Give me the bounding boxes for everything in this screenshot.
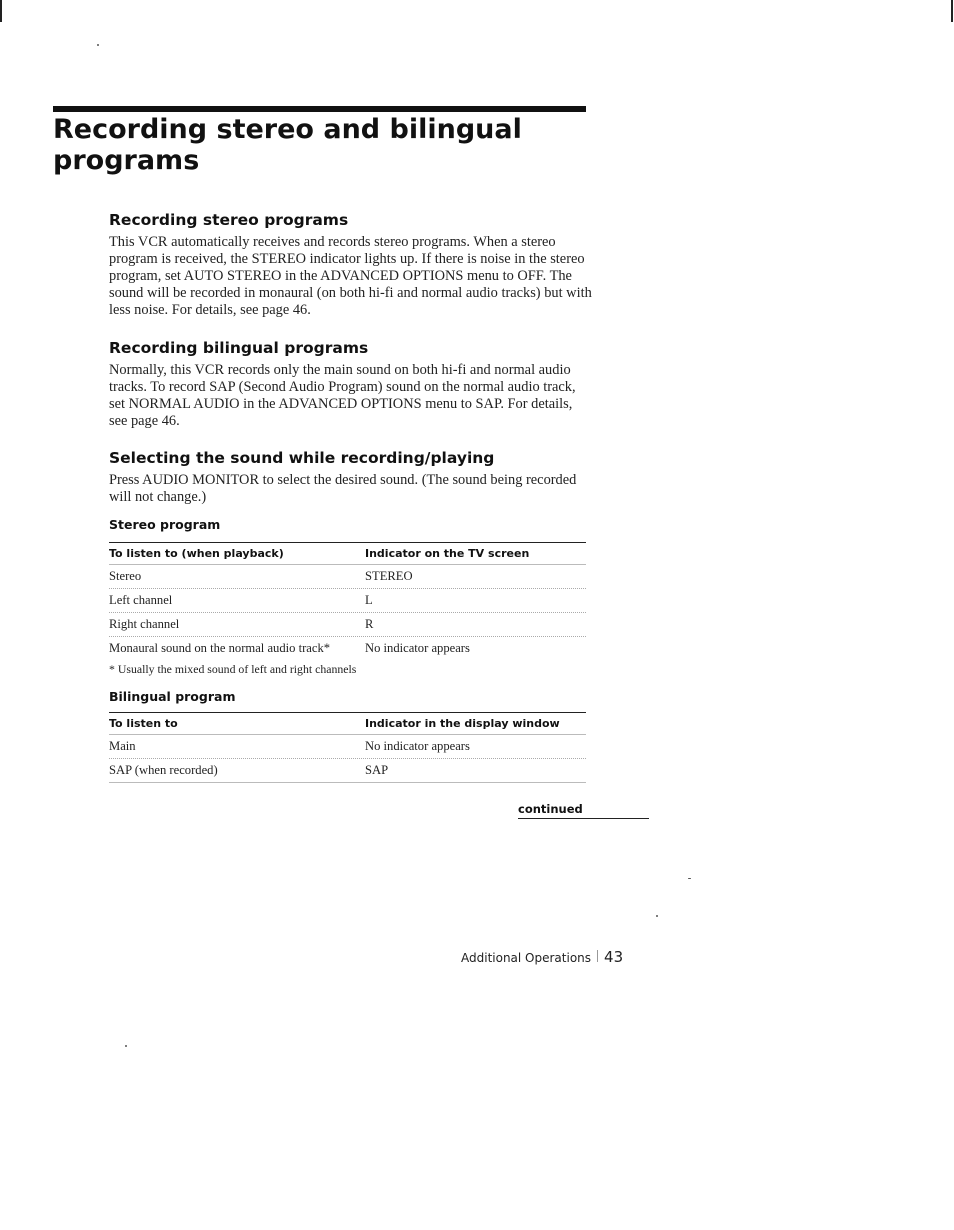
table-cell: Right channel bbox=[109, 617, 180, 631]
table-row bbox=[109, 735, 586, 759]
table-cell: No indicator appears bbox=[365, 739, 470, 753]
column-header: Indicator on the TV screen bbox=[365, 547, 530, 560]
stereo-table-caption: Stereo program bbox=[109, 517, 221, 532]
column-header: To listen to (when playback) bbox=[109, 547, 284, 560]
scan-edge-mark-right bbox=[951, 0, 953, 22]
table-header bbox=[109, 542, 586, 565]
page-title: Recording stereo and bilingual programs bbox=[53, 114, 522, 176]
table-cell: Left channel bbox=[109, 593, 173, 607]
footer-separator bbox=[597, 950, 598, 962]
section-selecting-sound bbox=[109, 448, 594, 506]
section-stereo bbox=[109, 210, 594, 319]
column-header: To listen to bbox=[109, 717, 178, 730]
title-rule bbox=[53, 106, 586, 112]
section-body: Press AUDIO MONITOR to select the desired sound. (The sound being recorded will not change.) bbox=[109, 472, 577, 505]
scan-speck bbox=[688, 878, 691, 879]
table-row bbox=[109, 565, 586, 589]
table-header bbox=[109, 712, 586, 735]
bilingual-table-caption: Bilingual program bbox=[109, 689, 236, 704]
stereo-table bbox=[109, 542, 586, 660]
footer-section-name: Additional Operations bbox=[461, 951, 592, 965]
table-cell: SAP (when recorded) bbox=[109, 763, 218, 777]
section-heading: Recording stereo programs bbox=[109, 211, 349, 229]
section-body: Normally, this VCR records only the main sound on both hi-fi and normal audio tracks. To record SAP (Second Audio Program) sound on the normal audio track, set NORMAL AUDIO in the ADVANCED OPTIONS menu to SAP. For details, see page 46. bbox=[109, 362, 576, 429]
column-header: Indicator in the display window bbox=[365, 717, 560, 730]
table-cell: L bbox=[365, 593, 373, 607]
scan-speck bbox=[97, 44, 99, 46]
section-heading: Selecting the sound while recording/playing bbox=[109, 449, 495, 467]
continued-label: continued bbox=[518, 802, 649, 819]
table-row bbox=[109, 637, 586, 660]
table-cell: Stereo bbox=[109, 569, 142, 583]
table-cell: STEREO bbox=[365, 569, 413, 583]
table-cell: SAP bbox=[365, 763, 389, 777]
table-cell: R bbox=[365, 617, 374, 631]
table-cell: Main bbox=[109, 739, 136, 753]
bilingual-table bbox=[109, 712, 586, 783]
section-heading: Recording bilingual programs bbox=[109, 339, 369, 357]
scan-speck bbox=[656, 915, 658, 917]
table-footnote: * Usually the mixed sound of left and right channels bbox=[109, 662, 357, 676]
table-row bbox=[109, 589, 586, 613]
scan-speck bbox=[125, 1045, 127, 1047]
table-cell: No indicator appears bbox=[365, 641, 470, 655]
table-cell: Monaural sound on the normal audio track* bbox=[109, 641, 331, 655]
table-row bbox=[109, 759, 586, 783]
page-footer bbox=[461, 948, 623, 966]
page-number: 43 bbox=[604, 948, 624, 966]
section-bilingual bbox=[109, 338, 594, 430]
table-row bbox=[109, 613, 586, 637]
section-body: This VCR automatically receives and records stereo programs. When a stereo program is received, the STEREO indicator lights up. If there is noise in the stereo program, set AUTO STEREO in the ADVANCED OPTIONS menu to OFF. The sound will be recorded in monaural (on both hi-fi and normal audio tracks) but with less noise. For details, see page 46. bbox=[109, 234, 592, 318]
scan-edge-mark-left bbox=[0, 0, 2, 22]
